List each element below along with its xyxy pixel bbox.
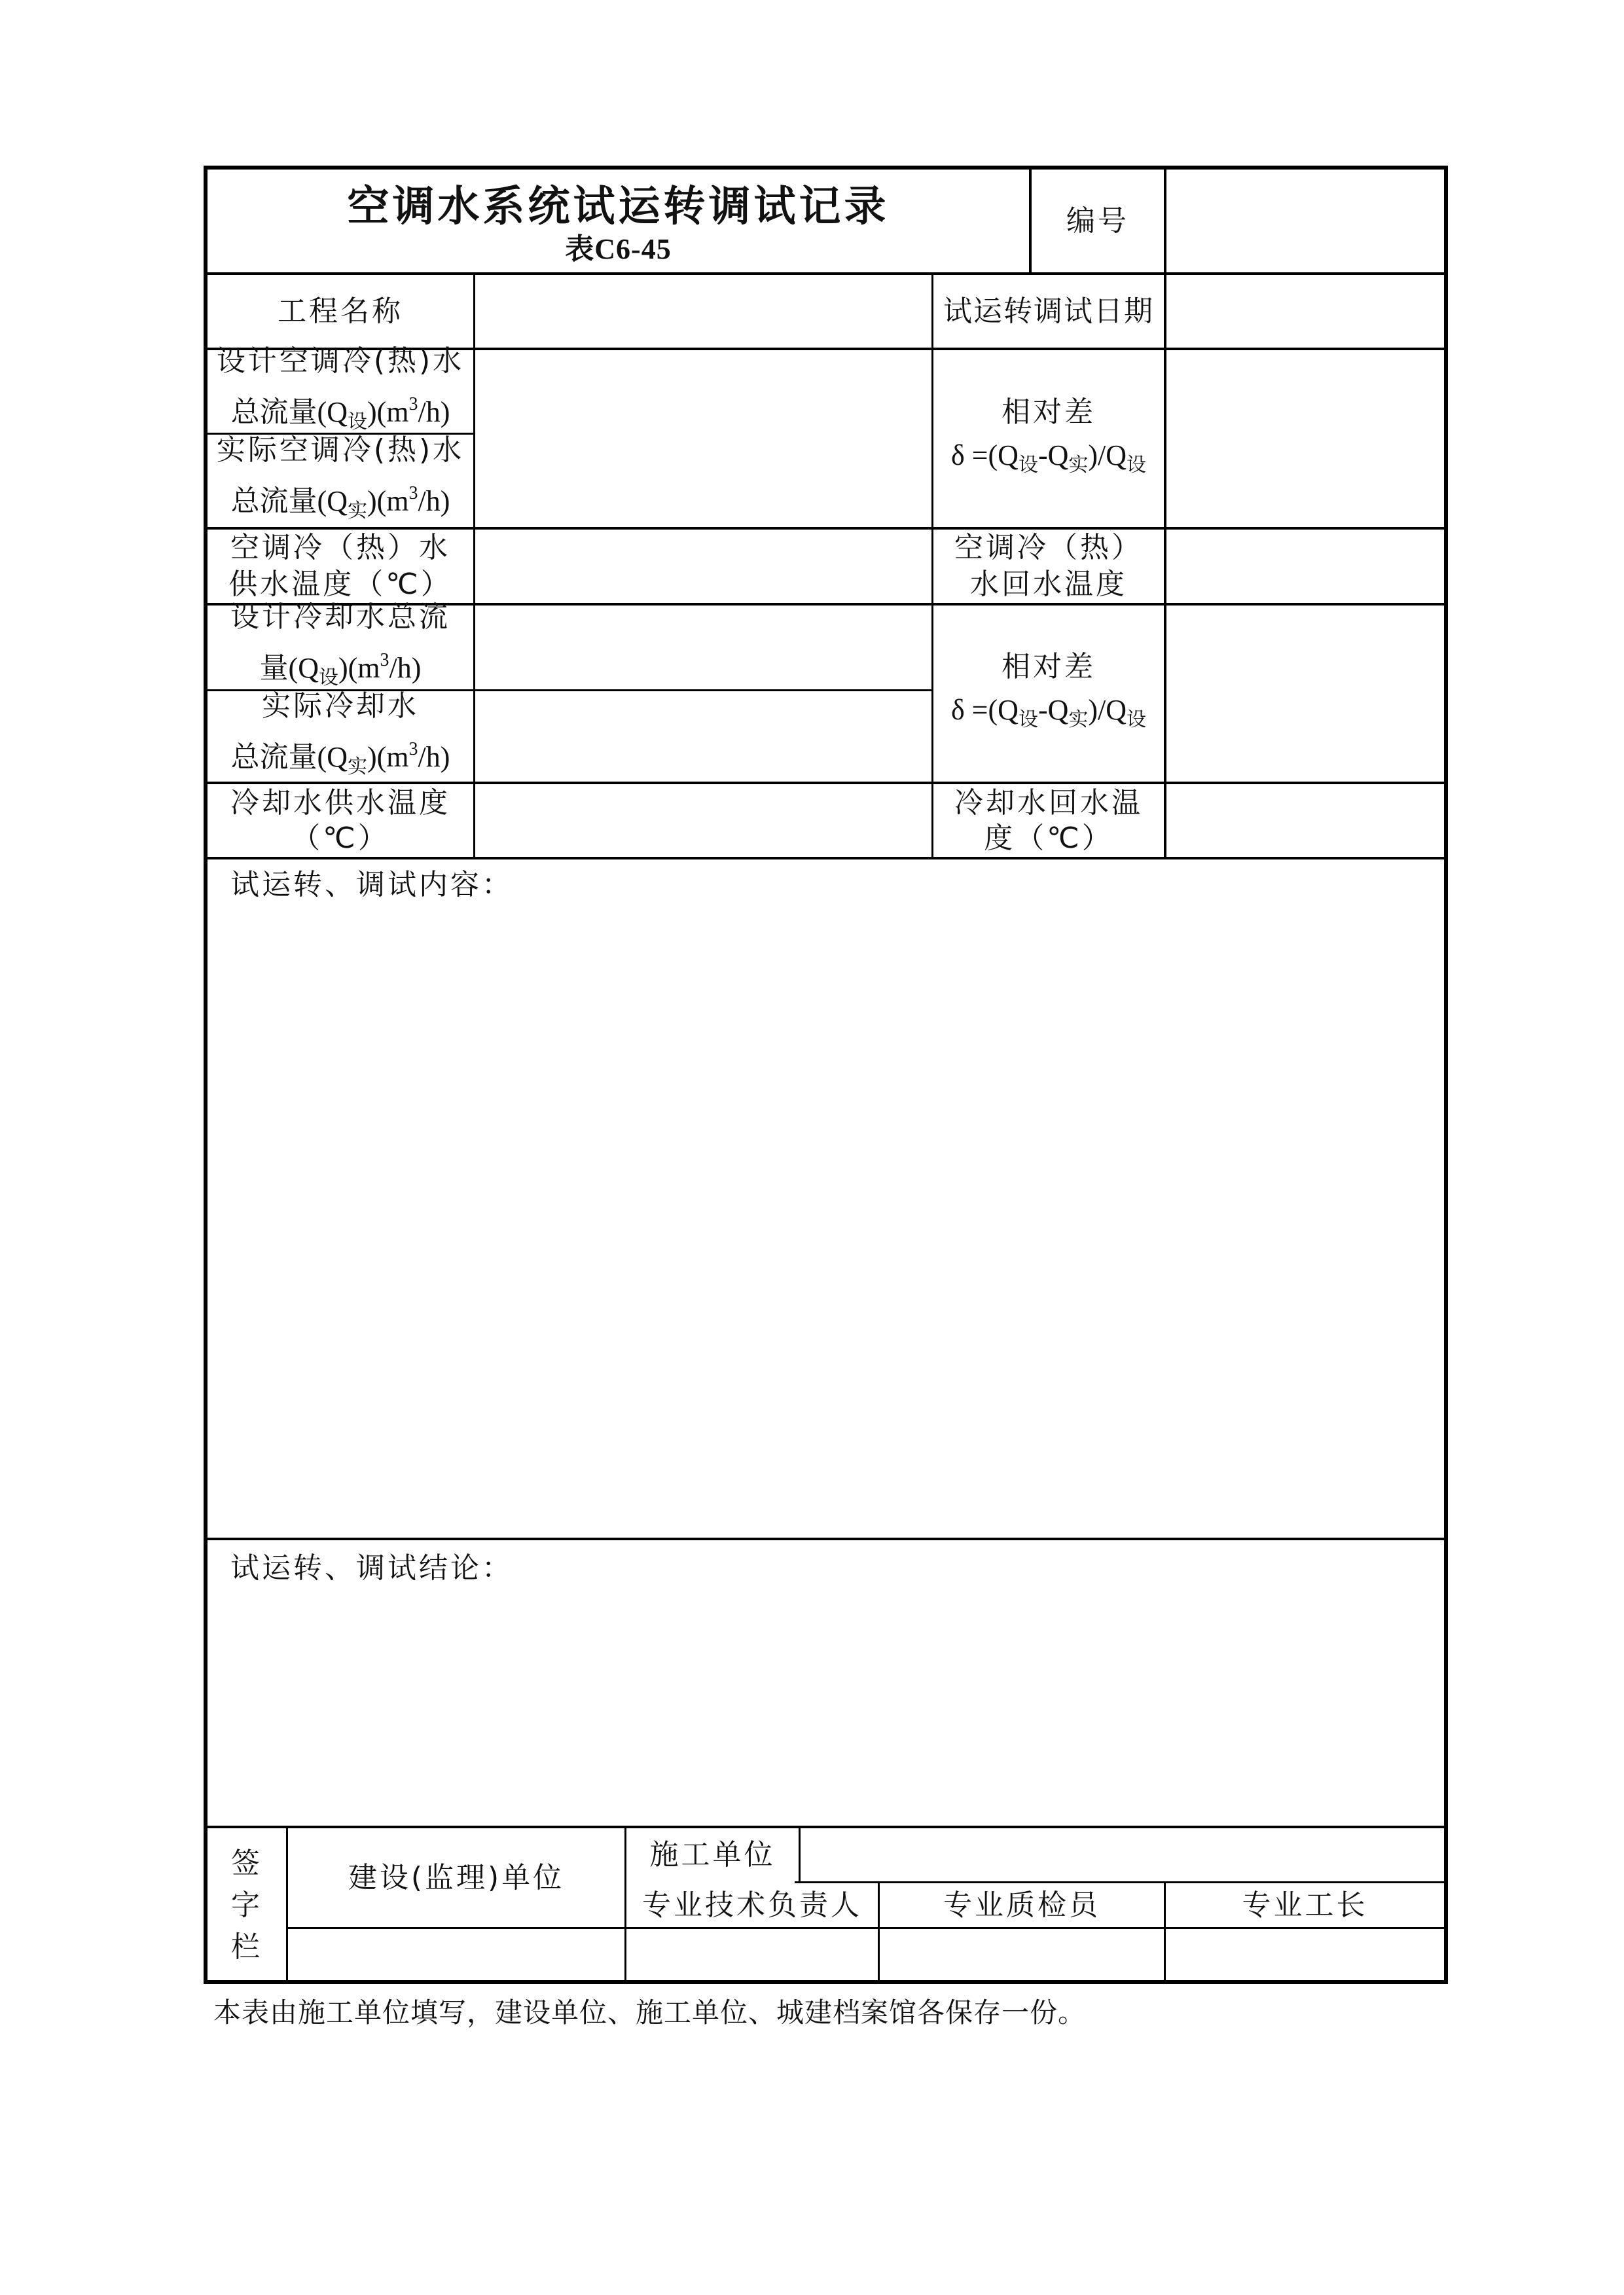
formula-subscript: 设 <box>1127 453 1147 477</box>
formula-subscript: 设 <box>1127 708 1147 731</box>
flow-unit-exponent: 3 <box>380 649 389 670</box>
flow-unit: )(m <box>367 395 409 428</box>
relative-diff-formula <box>951 434 1146 487</box>
formula-part: δ =(Q <box>950 694 1019 726</box>
cw-supply-temp-label <box>208 784 473 857</box>
test-date-field[interactable] <box>1166 275 1444 348</box>
formula-part: δ =(Q <box>950 439 1019 471</box>
flow-prefix: 量(Q <box>259 651 319 684</box>
cw-return-temp-label <box>933 784 1164 857</box>
design-cw-flow-label <box>208 600 473 689</box>
chw-supply-temp-line2: 供水温度（℃） <box>228 568 452 601</box>
chw-supply-temp-label <box>208 530 473 603</box>
signature-column-label <box>208 1828 286 1980</box>
test-content-label: 试运转、调试内容： <box>230 868 513 901</box>
foreman-label: 专业工长 <box>1242 1888 1368 1922</box>
flow-unit: )(m <box>367 740 409 773</box>
flow-unit: )(m <box>338 651 380 684</box>
cw-return-temp-field[interactable] <box>1166 784 1444 857</box>
test-date-label: 试运转调试日期 <box>943 294 1154 328</box>
chw-supply-temp-line1: 空调冷（热）水 <box>230 531 450 564</box>
actual-chw-flow-line2 <box>231 472 450 533</box>
page-title: 空调水系统试运转调试记录 <box>347 182 890 231</box>
flow-unit-end: /h) <box>418 395 450 428</box>
relative-diff-cw-label <box>933 605 1164 782</box>
formula-subscript: 设 <box>1018 708 1038 731</box>
quality-inspector-label: 专业质检员 <box>943 1888 1100 1922</box>
cw-return-temp-line1: 冷却水回水温 <box>954 786 1143 820</box>
actual-chw-flow-label <box>208 435 473 527</box>
actual-cw-flow-line2 <box>231 728 450 789</box>
design-chw-flow-line1: 设计空调冷(热)水 <box>216 344 465 378</box>
formula-part: )/Q <box>1088 439 1127 471</box>
project-name-field[interactable] <box>475 275 931 348</box>
relative-diff-chw-field[interactable] <box>1166 350 1444 527</box>
formula-part: -Q <box>1038 439 1069 471</box>
chw-return-temp-label <box>933 530 1164 603</box>
actual-cw-flow-label <box>208 691 473 782</box>
flow-subscript: 实 <box>348 499 367 522</box>
number-label: 编号 <box>1066 204 1129 238</box>
flow-unit: )(m <box>367 485 409 517</box>
flow-unit-exponent: 3 <box>408 393 418 414</box>
signature-char: 字 <box>231 1888 262 1922</box>
cw-return-temp-line2: 度（℃） <box>984 821 1113 855</box>
chw-supply-temp-field[interactable] <box>475 530 931 603</box>
footnote: 本表由施工单位填写，建设单位、施工单位、城建档案馆各保存一份。 <box>213 1997 1087 2029</box>
quality-inspector-signature-field[interactable] <box>880 1929 1164 1980</box>
relative-diff-formula <box>951 689 1146 742</box>
flow-prefix: 总流量(Q <box>230 485 348 517</box>
cw-supply-temp-field[interactable] <box>475 784 931 857</box>
signature-char: 栏 <box>231 1930 262 1964</box>
relative-diff-chw-label <box>933 350 1164 527</box>
design-cw-flow-line1: 设计冷却水总流 <box>230 600 450 634</box>
relative-diff-title: 相对差 <box>1001 395 1096 429</box>
owner-unit-signature-field[interactable] <box>288 1929 624 1980</box>
design-cw-flow-field[interactable] <box>475 605 931 689</box>
signature-char: 签 <box>231 1847 262 1880</box>
flow-unit-end: /h) <box>389 651 422 684</box>
construction-unit-field[interactable] <box>801 1828 1444 1881</box>
chw-return-temp-line1: 空调冷（热） <box>954 531 1143 564</box>
flow-subscript: 实 <box>348 755 367 778</box>
table-number: 表C6-45 <box>565 232 672 265</box>
formula-part: -Q <box>1038 694 1069 726</box>
test-content-area[interactable] <box>208 859 1444 1538</box>
flow-prefix: 总流量(Q <box>230 395 348 428</box>
formula-part: )/Q <box>1088 694 1127 726</box>
test-conclusion-area[interactable] <box>208 1540 1444 1826</box>
foreman-signature-field[interactable] <box>1166 1929 1444 1980</box>
flow-subscript: 设 <box>319 666 338 689</box>
cw-supply-temp-line2: （℃） <box>291 821 389 855</box>
chw-return-temp-field[interactable] <box>1166 530 1444 603</box>
relative-diff-cw-field[interactable] <box>1166 605 1444 782</box>
formula-subscript: 实 <box>1068 708 1089 731</box>
flow-subscript: 设 <box>348 410 367 433</box>
record-form <box>204 166 1448 1984</box>
design-chw-flow-label <box>208 344 473 433</box>
flow-prefix: 总流量(Q <box>230 740 348 773</box>
form-header <box>208 170 1029 272</box>
flow-unit-exponent: 3 <box>408 483 418 503</box>
actual-cw-flow-field[interactable] <box>475 691 931 782</box>
project-name-label: 工程名称 <box>278 294 403 328</box>
number-value-field[interactable] <box>1166 170 1444 272</box>
owner-unit-label: 建设(监理)单位 <box>348 1860 565 1894</box>
flow-unit-end: /h) <box>418 740 450 773</box>
test-conclusion-label: 试运转、调试结论： <box>230 1551 513 1585</box>
construction-unit-label: 施工单位 <box>649 1837 776 1871</box>
actual-chw-flow-line1: 实际空调冷(热)水 <box>216 433 465 467</box>
tech-lead-signature-field[interactable] <box>626 1929 878 1980</box>
cw-supply-temp-line1: 冷却水供水温度 <box>230 786 450 820</box>
formula-subscript: 设 <box>1018 453 1038 477</box>
actual-cw-flow-line1: 实际冷却水 <box>262 689 419 723</box>
tech-lead-label: 专业技术负责人 <box>642 1888 862 1922</box>
formula-subscript: 实 <box>1068 453 1089 477</box>
design-chw-flow-field[interactable] <box>475 350 931 433</box>
flow-unit-end: /h) <box>418 485 450 517</box>
chw-return-temp-line2: 水回水温度 <box>970 568 1127 601</box>
flow-unit-exponent: 3 <box>408 738 418 759</box>
relative-diff-title: 相对差 <box>1001 650 1096 683</box>
actual-chw-flow-field[interactable] <box>475 435 931 527</box>
